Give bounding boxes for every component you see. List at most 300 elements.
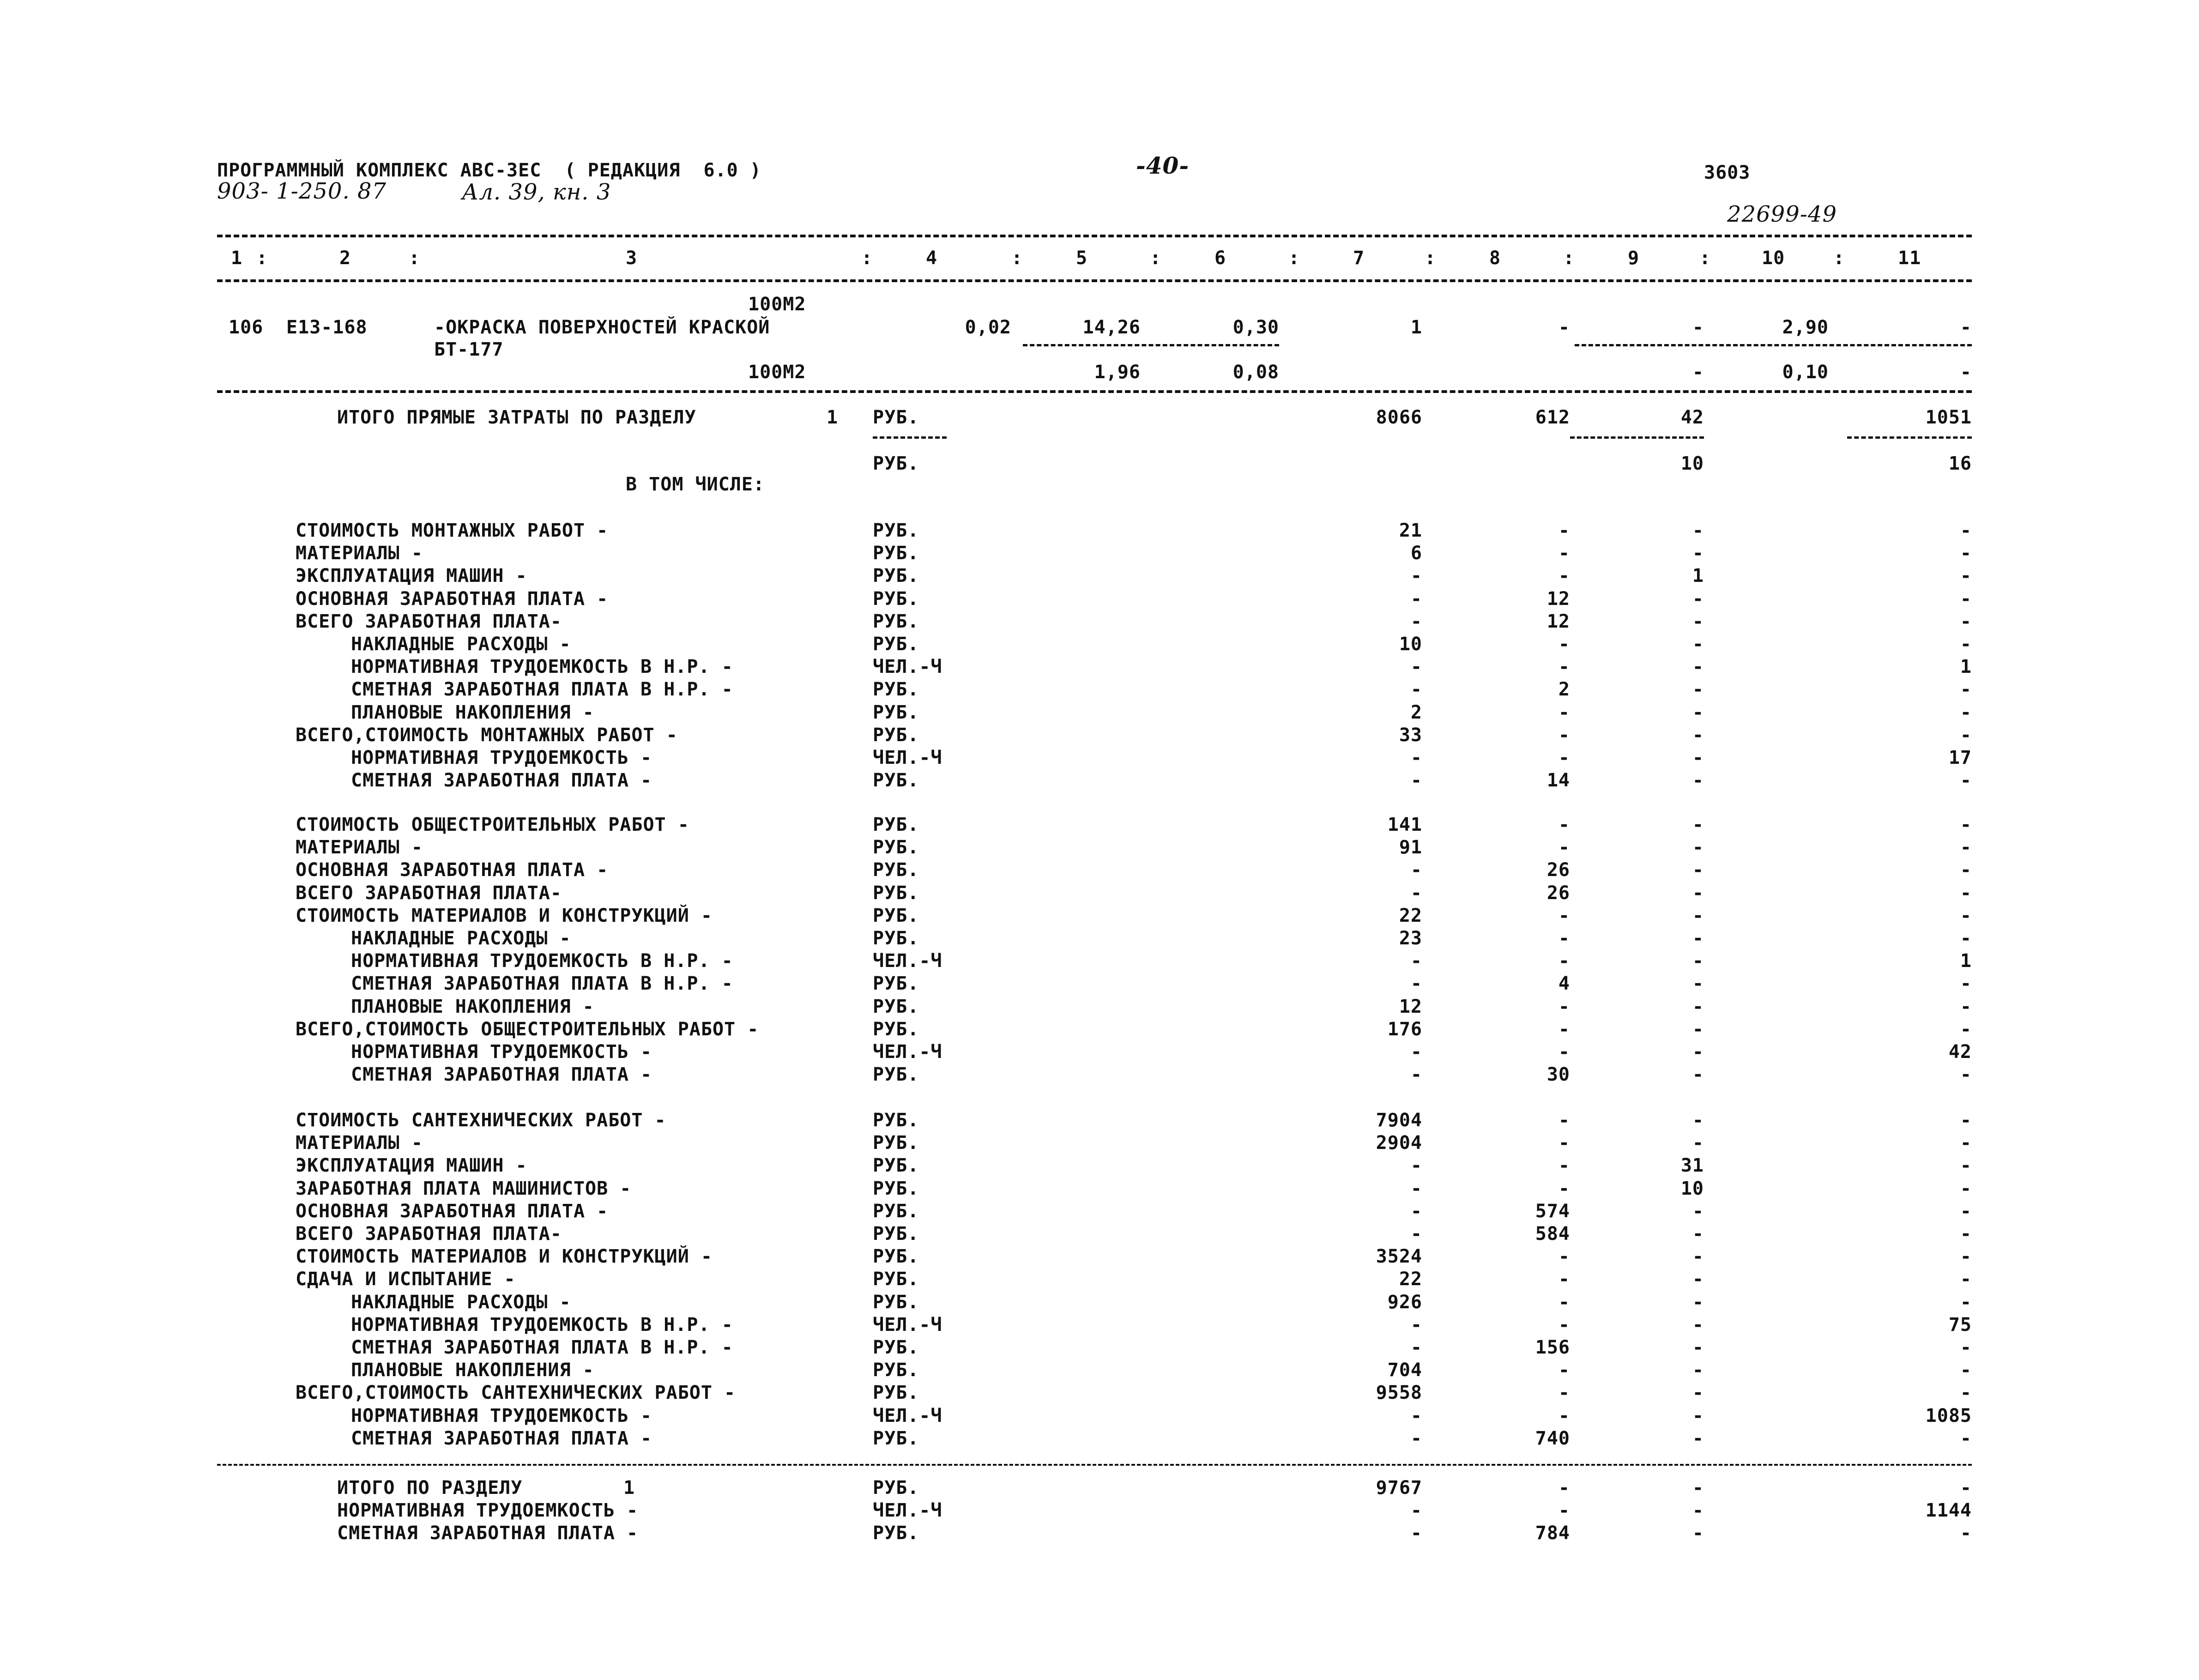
unit: РУБ. <box>873 1382 919 1404</box>
value-c7: 23 <box>1399 928 1422 949</box>
value-c7: - <box>1410 1314 1422 1336</box>
unit: РУБ. <box>873 882 919 904</box>
position-c10: 0,10 <box>1782 362 1829 383</box>
value-c8: - <box>1558 747 1570 768</box>
section-number: 1 <box>623 1477 635 1499</box>
value-c7: - <box>1410 1427 1422 1449</box>
row-label: ВСЕГО ЗАРАБОТНАЯ ПЛАТА- <box>296 1223 562 1245</box>
row-label: ИТОГО ПО РАЗДЕЛУ <box>337 1477 523 1499</box>
value-c7: 176 <box>1387 1018 1422 1040</box>
value-c11: - <box>1960 520 1972 541</box>
value-c7: 6 <box>1410 543 1422 564</box>
value-c11: - <box>1960 724 1972 746</box>
row-label: ВСЕГО,СТОИМОСТЬ ОБЩЕСТРОИТЕЛЬНЫХ РАБОТ - <box>296 1018 759 1040</box>
value-c7: 33 <box>1399 724 1422 746</box>
value-c11: - <box>1960 701 1972 723</box>
value-c11: - <box>1960 905 1972 926</box>
rule <box>217 235 1972 237</box>
unit: РУБ. <box>873 1064 919 1086</box>
value-c8: 784 <box>1535 1523 1570 1544</box>
value-c11: - <box>1960 770 1972 792</box>
value-c9: - <box>1692 1246 1704 1268</box>
value-c11: - <box>1960 1477 1972 1499</box>
column-number: 4 <box>926 248 938 269</box>
value-c8: - <box>1558 837 1570 858</box>
value-c7: 3524 <box>1376 1246 1422 1268</box>
value-c11: - <box>1960 1155 1972 1177</box>
value-c7: - <box>1410 1337 1422 1358</box>
value-c7: 2 <box>1410 701 1422 723</box>
position-name-continued: БТ-177 <box>434 339 504 360</box>
value-c8: - <box>1558 634 1570 655</box>
value-c7: 21 <box>1399 520 1422 541</box>
totals-direct-c11: 1051 <box>1925 407 1972 428</box>
value-c11: 1144 <box>1925 1500 1972 1522</box>
unit: РУБ. <box>873 1223 919 1245</box>
value-c8: - <box>1558 1269 1570 1290</box>
value-c9: 1 <box>1692 565 1704 587</box>
value-c8: - <box>1558 1246 1570 1268</box>
row-label: СТОИМОСТЬ МАТЕРИАЛОВ И КОНСТРУКЦИЙ - <box>296 905 713 926</box>
unit: РУБ. <box>873 1427 919 1449</box>
value-c8: 12 <box>1547 610 1570 632</box>
value-c11: - <box>1960 634 1972 655</box>
unit: РУБ. <box>873 1246 919 1268</box>
row-label: НОРМАТИВНАЯ ТРУДОЕМКОСТЬ - <box>351 747 652 768</box>
unit: РУБ. <box>873 1337 919 1358</box>
unit: РУБ. <box>873 1018 919 1040</box>
position-code: Е13-168 <box>286 317 368 338</box>
value-c7: 22 <box>1399 1269 1422 1290</box>
value-c9: - <box>1692 996 1704 1017</box>
row-label: ПЛАНОВЫЕ НАКОПЛЕНИЯ - <box>351 996 594 1017</box>
value-c7: - <box>1410 973 1422 995</box>
value-c9: 10 <box>1680 1178 1704 1199</box>
value-c9: - <box>1692 543 1704 564</box>
row-label: СМЕТНАЯ ЗАРАБОТНАЯ ПЛАТА В Н.Р. - <box>351 679 733 701</box>
value-c8: - <box>1558 520 1570 541</box>
value-c8: 26 <box>1547 882 1570 904</box>
value-c9: - <box>1692 1405 1704 1426</box>
value-c7: - <box>1410 1041 1422 1063</box>
value-c11: - <box>1960 565 1972 587</box>
value-c7: - <box>1410 882 1422 904</box>
row-label: НОРМАТИВНАЯ ТРУДОЕМКОСТЬ - <box>351 1405 652 1426</box>
value-c7: - <box>1410 1500 1422 1522</box>
unit: ЧЕЛ.-Ч <box>873 1405 942 1426</box>
value-c8: - <box>1558 543 1570 564</box>
value-c7: - <box>1410 610 1422 632</box>
value-c7: 2904 <box>1376 1132 1422 1154</box>
value-c11: 1085 <box>1925 1405 1972 1426</box>
column-number: 6 <box>1214 248 1226 269</box>
row-label: НОРМАТИВНАЯ ТРУДОЕМКОСТЬ В Н.Р. - <box>351 656 733 678</box>
value-c8: 740 <box>1535 1427 1570 1449</box>
value-c9: - <box>1692 1269 1704 1290</box>
value-c11: - <box>1960 1200 1972 1222</box>
value-c8: 30 <box>1547 1064 1570 1086</box>
row-label: ОСНОВНАЯ ЗАРАБОТНАЯ ПЛАТА - <box>296 588 609 610</box>
value-c11: - <box>1960 1337 1972 1358</box>
value-c7: - <box>1410 1178 1422 1199</box>
row-label: МАТЕРИАЛЫ - <box>296 543 423 564</box>
totals-direct-section: 1 <box>827 407 839 428</box>
value-c9: - <box>1692 882 1704 904</box>
row-label: ВСЕГО,СТОИМОСТЬ САНТЕХНИЧЕСКИХ РАБОТ - <box>296 1382 736 1404</box>
unit: РУБ. <box>873 1110 919 1131</box>
row-label: СМЕТНАЯ ЗАРАБОТНАЯ ПЛАТА - <box>351 1427 652 1449</box>
value-c11: - <box>1960 1064 1972 1086</box>
value-c11: - <box>1960 1223 1972 1245</box>
value-c9: - <box>1692 610 1704 632</box>
value-c7: 9767 <box>1376 1477 1422 1499</box>
value-c11: - <box>1960 1246 1972 1268</box>
position-quantity: 0,02 <box>965 317 1011 338</box>
value-c9: - <box>1692 1360 1704 1381</box>
position-c11: - <box>1960 362 1972 383</box>
value-c7: 704 <box>1387 1360 1422 1381</box>
value-c11: - <box>1960 928 1972 949</box>
unit: РУБ. <box>873 1269 919 1290</box>
value-c11: - <box>1960 882 1972 904</box>
rule <box>1575 344 1972 346</box>
value-c8: - <box>1558 1405 1570 1426</box>
value-c11: - <box>1960 973 1972 995</box>
value-c11: - <box>1960 588 1972 610</box>
including-heading: В ТОМ ЧИСЛЕ: <box>626 474 765 495</box>
unit: РУБ. <box>873 1178 919 1199</box>
sheet-number: 3603 <box>1704 162 1751 183</box>
column-number: 9 <box>1628 248 1640 269</box>
value-c9: - <box>1692 747 1704 768</box>
unit: РУБ. <box>873 770 919 792</box>
row-label: СМЕТНАЯ ЗАРАБОТНАЯ ПЛАТА В Н.Р. - <box>351 973 733 995</box>
value-c9: - <box>1692 905 1704 926</box>
value-c7: - <box>1410 747 1422 768</box>
value-c9: - <box>1692 1314 1704 1336</box>
position-c8: - <box>1558 317 1570 338</box>
unit: РУБ. <box>873 453 919 474</box>
value-c11: - <box>1960 1132 1972 1154</box>
value-c9: - <box>1692 679 1704 701</box>
value-c7: - <box>1410 1223 1422 1245</box>
row-label: НОРМАТИВНАЯ ТРУДОЕМКОСТЬ - <box>337 1500 639 1522</box>
value-c8: - <box>1558 701 1570 723</box>
unit: РУБ. <box>873 1200 919 1222</box>
unit: РУБ. <box>873 724 919 746</box>
unit: РУБ. <box>873 837 919 858</box>
value-c9: - <box>1692 1382 1704 1404</box>
row-label: ОСНОВНАЯ ЗАРАБОТНАЯ ПЛАТА - <box>296 859 609 881</box>
row-label: НОРМАТИВНАЯ ТРУДОЕМКОСТЬ В Н.Р. - <box>351 950 733 972</box>
value-c11: - <box>1960 1291 1972 1313</box>
position-c11: - <box>1960 317 1972 338</box>
value-c11: - <box>1960 996 1972 1017</box>
value-c9: - <box>1692 859 1704 881</box>
row-label: НАКЛАДНЫЕ РАСХОДЫ - <box>351 634 571 655</box>
value-c9: 31 <box>1680 1155 1704 1177</box>
value-c7: - <box>1410 859 1422 881</box>
value-c8: - <box>1558 814 1570 835</box>
value-c7: - <box>1410 565 1422 587</box>
value-c9: - <box>1692 1477 1704 1499</box>
row-label: ЭКСПЛУАТАЦИЯ МАШИН - <box>296 565 527 587</box>
unit: РУБ. <box>873 1360 919 1381</box>
row-label: ПЛАНОВЫЕ НАКОПЛЕНИЯ - <box>351 1360 594 1381</box>
value-c8: - <box>1558 996 1570 1017</box>
row-label: ПЛАНОВЫЕ НАКОПЛЕНИЯ - <box>351 701 594 723</box>
totals-direct-label: ИТОГО ПРЯМЫЕ ЗАТРАТЫ ПО РАЗДЕЛУ <box>337 407 696 428</box>
unit: РУБ. <box>873 1523 919 1544</box>
value-c9: - <box>1692 1523 1704 1544</box>
column-number: 3 <box>626 248 638 269</box>
unit: РУБ. <box>873 814 919 835</box>
position-c5: 1,96 <box>1094 362 1141 383</box>
row-label: ВСЕГО ЗАРАБОТНАЯ ПЛАТА- <box>296 882 562 904</box>
value-c8: - <box>1558 1360 1570 1381</box>
row-label: ВСЕГО,СТОИМОСТЬ МОНТАЖНЫХ РАБОТ - <box>296 724 678 746</box>
row-label: СМЕТНАЯ ЗАРАБОТНАЯ ПЛАТА - <box>351 770 652 792</box>
value-c8: - <box>1558 1178 1570 1199</box>
unit: РУБ. <box>873 679 919 701</box>
value-c8: 584 <box>1535 1223 1570 1245</box>
value-c7: - <box>1410 950 1422 972</box>
position-unit: 100М2 <box>748 362 806 383</box>
value-c11: 75 <box>1948 1314 1972 1336</box>
unit: РУБ. <box>873 973 919 995</box>
unit: РУБ. <box>873 1132 919 1154</box>
value-c11: 1 <box>1960 950 1972 972</box>
row-label: СТОИМОСТЬ МОНТАЖНЫХ РАБОТ - <box>296 520 609 541</box>
unit: РУБ. <box>873 1155 919 1177</box>
rule <box>1570 436 1704 439</box>
row-label: ОСНОВНАЯ ЗАРАБОТНАЯ ПЛАТА - <box>296 1200 609 1222</box>
value-c11: - <box>1960 679 1972 701</box>
rule <box>217 390 1972 393</box>
row-label: СМЕТНАЯ ЗАРАБОТНАЯ ПЛАТА В Н.Р. - <box>351 1337 733 1358</box>
row-label: НОРМАТИВНАЯ ТРУДОЕМКОСТЬ В Н.Р. - <box>351 1314 733 1336</box>
value-c9: - <box>1692 1064 1704 1086</box>
value-c9: - <box>1692 1110 1704 1131</box>
value-c9: - <box>1692 770 1704 792</box>
unit: ЧЕЛ.-Ч <box>873 1500 942 1522</box>
row-label: ЭКСПЛУАТАЦИЯ МАШИН - <box>296 1155 527 1177</box>
column-number: 2 <box>339 248 351 269</box>
rule <box>873 436 947 439</box>
row-label: СМЕТНАЯ ЗАРАБОТНАЯ ПЛАТА - <box>351 1064 652 1086</box>
totals-direct-c8: 612 <box>1535 407 1570 428</box>
value-c7: 7904 <box>1376 1110 1422 1131</box>
position-name: -ОКРАСКА ПОВЕРХНОСТЕЙ КРАСКОЙ <box>434 317 770 338</box>
value-c9: - <box>1692 1500 1704 1522</box>
value-c11: - <box>1960 1360 1972 1381</box>
value-c7: 22 <box>1399 905 1422 926</box>
value-c11: - <box>1960 1269 1972 1290</box>
position-c6: 0,30 <box>1232 317 1279 338</box>
value-c8: 4 <box>1558 973 1570 995</box>
unit: РУБ. <box>873 1291 919 1313</box>
value-c8: - <box>1558 905 1570 926</box>
value-c11: 1 <box>1960 656 1972 678</box>
value-c7: 9558 <box>1376 1382 1422 1404</box>
row-label: ЗАРАБОТНАЯ ПЛАТА МАШИНИСТОВ - <box>296 1178 632 1199</box>
unit: ЧЕЛ.-Ч <box>873 1314 942 1336</box>
value-c8: - <box>1558 656 1570 678</box>
unit: ЧЕЛ.-Ч <box>873 1041 942 1063</box>
value-c8: 2 <box>1558 679 1570 701</box>
position-unit: 100М2 <box>748 294 806 315</box>
value-c7: - <box>1410 1200 1422 1222</box>
archive-stamp-number: 22699-49 <box>1727 201 1837 227</box>
column-number: 8 <box>1489 248 1501 269</box>
value-c8: - <box>1558 1041 1570 1063</box>
totals-direct-c11: 16 <box>1948 453 1972 474</box>
rule <box>217 279 1972 282</box>
value-c9: - <box>1692 1337 1704 1358</box>
value-c8: - <box>1558 1291 1570 1313</box>
position-c7: 1 <box>1410 317 1422 338</box>
value-c8: - <box>1558 1018 1570 1040</box>
value-c7: 141 <box>1387 814 1422 835</box>
row-label: НОРМАТИВНАЯ ТРУДОЕМКОСТЬ - <box>351 1041 652 1063</box>
position-c6: 0,08 <box>1232 362 1279 383</box>
value-c7: - <box>1410 1405 1422 1426</box>
row-label: ВСЕГО ЗАРАБОТНАЯ ПЛАТА- <box>296 610 562 632</box>
rule <box>1023 344 1279 346</box>
unit: ЧЕЛ.-Ч <box>873 950 942 972</box>
value-c7: - <box>1410 656 1422 678</box>
value-c9: - <box>1692 837 1704 858</box>
value-c7: - <box>1410 770 1422 792</box>
unit: РУБ. <box>873 565 919 587</box>
estimate-sheet: ПРОГРАММНЫЙ КОМПЛЕКС АВС-3ЕС ( РЕДАКЦИЯ 6.0 ) 903- 1-250. 87 Ал. 39, кн. 3 -40- 3603 22699-49 1 2 3 4 5 6 7 8 9 10 11 : : : : : : : : : : 100М2 106 Е13-168 -ОКРАСКА ПОВЕРХНОСТЕЙ КРАСКОЙ БТ-177 0,02 14,26 0,30 1 - - 2,90 - 100М2 1,96 0,08 - 0,10 - ИТОГО ПРЯМЫЕ ЗАТРАТЫ ПО РАЗДЕЛУ 1 РУБ. 8066 612 42 1051 РУБ. 10 16 В ТОМ ЧИСЛЕ: СТОИМОСТЬ МОНТАЖНЫХ РАБОТ - РУБ. 21 - - - МАТЕРИАЛЫ - РУБ. 6 - - - ЭКСПЛУАТАЦИЯ МАШИН - РУБ. - - 1 - ОСНОВНАЯ ЗАРАБОТНАЯ ПЛАТА - РУБ. - 12 - - ВСЕГО ЗАРАБОТНАЯ ПЛАТА- РУБ. - 12 - - НАКЛАДНЫЕ РАСХОДЫ - РУБ. 10 - - - НОРМАТИВНАЯ ТРУДОЕМКОСТЬ В Н.Р. - ЧЕЛ.-Ч - - - 1 СМЕТНАЯ ЗАРАБОТНАЯ ПЛАТА В Н.Р. - РУБ. - 2 - - ПЛАНОВЫЕ НАКОПЛЕНИЯ - РУБ. 2 - - - ВСЕГО,СТОИМОСТЬ МОНТАЖНЫХ РАБОТ - РУБ. 33 - - - НОРМАТИВНАЯ ТРУДОЕМКОСТЬ - ЧЕЛ.-Ч - - - 17 СМЕТНАЯ ЗАРАБОТНАЯ ПЛАТА - РУБ. - 14 - - СТОИМОСТЬ ОБЩЕСТРОИТЕЛЬНЫХ РАБОТ - РУБ. 141 - - - МАТЕРИАЛЫ - РУБ. 91 - - - ОСНОВНАЯ ЗАРАБОТНАЯ ПЛАТА - РУБ. - 26 - - ВСЕГО ЗАРАБОТНАЯ ПЛАТА- РУБ. - 26 - - СТОИМОСТЬ МАТЕРИАЛОВ И КОНСТРУКЦИЙ - РУБ. 22 - - - НАКЛАДНЫЕ РАСХОДЫ - РУБ. 23 - - - НОРМАТИВНАЯ ТРУДОЕМКОСТЬ В Н.Р. - ЧЕЛ.-Ч - - - 1 СМЕТНАЯ ЗАРАБОТНАЯ ПЛАТА В Н.Р. - РУБ. - 4 - - ПЛАНОВЫЕ НАКОПЛЕНИЯ - РУБ. 12 - - - ВСЕГО,СТОИМОСТЬ ОБЩЕСТРОИТЕЛЬНЫХ РАБОТ - РУБ. 176 - - - НОРМАТИВНАЯ ТРУДОЕМКОСТЬ - ЧЕЛ.-Ч - - - 42 СМЕТНАЯ ЗАРАБОТНАЯ ПЛАТА - РУБ. - 30 - - СТОИМОСТЬ САНТЕХНИЧЕСКИХ РАБОТ - РУБ. 7904 - - - МАТЕРИАЛЫ - РУБ. 2904 - - - ЭКСПЛУАТАЦИЯ МАШИН - РУБ. - - 31 - ЗАРАБОТНАЯ ПЛАТА МАШИНИСТОВ - РУБ. - - 10 - ОСНОВНАЯ ЗАРАБОТНАЯ ПЛАТА - РУБ. - 574 - - ВСЕГО ЗАРАБОТНАЯ ПЛАТА- РУБ. - 584 - - СТОИМОСТЬ МАТЕРИАЛОВ И КОНСТРУКЦИЙ - РУБ. 3524 - - - СДАЧА И ИСПЫТАНИЕ - РУБ. 22 - - - НАКЛАДНЫЕ РАСХОДЫ - РУБ. 926 - - - НОРМАТИВНАЯ ТРУДОЕМКОСТЬ В Н.Р. - ЧЕЛ.-Ч - - - 75 СМЕТНАЯ ЗАРАБОТНАЯ ПЛАТА В Н.Р. - РУБ. - 156 - - ПЛАНОВЫЕ НАКОПЛЕНИЯ - РУБ. 704 - - - ВСЕГО,СТОИМОСТЬ САНТЕХНИЧЕСКИХ РАБОТ - РУБ. 9558 - - - НОРМАТИВНАЯ ТРУДОЕМКОСТЬ - ЧЕЛ.-Ч - - - 1085 СМЕТНАЯ ЗАРАБОТНАЯ ПЛАТА - РУБ. - 740 - - ИТОГО ПО РАЗДЕЛУ 1 РУБ. 9767 - - - НОРМАТИВНАЯ ТРУДОЕМКОСТЬ - ЧЕЛ.-Ч - - - 1144 СМЕТНАЯ ЗАРАБОТНАЯ ПЛАТА - РУБ. - 784 - - <box>217 152 1972 1544</box>
value-c11: - <box>1960 1523 1972 1544</box>
value-c8: - <box>1558 1314 1570 1336</box>
value-c9: - <box>1692 656 1704 678</box>
unit: ЧЕЛ.-Ч <box>873 747 942 768</box>
value-c11: 17 <box>1948 747 1972 768</box>
position-c9: - <box>1692 317 1704 338</box>
totals-direct-c9: 42 <box>1680 407 1704 428</box>
value-c11: - <box>1960 859 1972 881</box>
unit: РУБ. <box>873 905 919 926</box>
value-c8: - <box>1558 1132 1570 1154</box>
value-c9: - <box>1692 1041 1704 1063</box>
value-c9: - <box>1692 928 1704 949</box>
value-c7: - <box>1410 1523 1422 1544</box>
row-label: СТОИМОСТЬ САНТЕХНИЧЕСКИХ РАБОТ - <box>296 1110 666 1131</box>
unit: РУБ. <box>873 928 919 949</box>
totals-direct-c7: 8066 <box>1376 407 1422 428</box>
unit: РУБ. <box>873 610 919 632</box>
row-label: НАКЛАДНЫЕ РАСХОДЫ - <box>351 928 571 949</box>
value-c8: - <box>1558 1477 1570 1499</box>
column-number: 11 <box>1898 248 1921 269</box>
value-c7: 12 <box>1399 996 1422 1017</box>
unit: РУБ. <box>873 407 919 428</box>
value-c11: - <box>1960 610 1972 632</box>
unit: РУБ. <box>873 543 919 564</box>
row-label: НАКЛАДНЫЕ РАСХОДЫ - <box>351 1291 571 1313</box>
value-c11: - <box>1960 543 1972 564</box>
unit: РУБ. <box>873 1477 919 1499</box>
value-c8: 26 <box>1547 859 1570 881</box>
value-c9: - <box>1692 1223 1704 1245</box>
column-number: 5 <box>1076 248 1088 269</box>
unit: РУБ. <box>873 634 919 655</box>
row-label: МАТЕРИАЛЫ - <box>296 1132 423 1154</box>
value-c8: 156 <box>1535 1337 1570 1358</box>
value-c7: - <box>1410 1155 1422 1177</box>
value-c11: - <box>1960 1018 1972 1040</box>
value-c9: - <box>1692 1291 1704 1313</box>
rule <box>1847 436 1972 439</box>
value-c8: 574 <box>1535 1200 1570 1222</box>
value-c7: 91 <box>1399 837 1422 858</box>
unit: РУБ. <box>873 588 919 610</box>
value-c9: - <box>1692 973 1704 995</box>
unit: РУБ. <box>873 859 919 881</box>
value-c7: - <box>1410 588 1422 610</box>
column-number: 10 <box>1762 248 1785 269</box>
value-c11: - <box>1960 814 1972 835</box>
unit: ЧЕЛ.-Ч <box>873 656 942 678</box>
value-c9: - <box>1692 1132 1704 1154</box>
value-c9: - <box>1692 724 1704 746</box>
value-c8: - <box>1558 1110 1570 1131</box>
value-c11: - <box>1960 1110 1972 1131</box>
value-c8: - <box>1558 950 1570 972</box>
position-c10: 2,90 <box>1782 317 1829 338</box>
value-c8: 14 <box>1547 770 1570 792</box>
position-number: 106 <box>229 317 264 338</box>
row-label: МАТЕРИАЛЫ - <box>296 837 423 858</box>
unit: РУБ. <box>873 701 919 723</box>
value-c11: - <box>1960 1382 1972 1404</box>
value-c9: - <box>1692 1200 1704 1222</box>
value-c11: - <box>1960 837 1972 858</box>
value-c9: - <box>1692 1018 1704 1040</box>
row-label: СДАЧА И ИСПЫТАНИЕ - <box>296 1269 516 1290</box>
value-c9: - <box>1692 950 1704 972</box>
unit: РУБ. <box>873 520 919 541</box>
position-c5: 14,26 <box>1082 317 1141 338</box>
value-c8: - <box>1558 724 1570 746</box>
row-label: СТОИМОСТЬ ОБЩЕСТРОИТЕЛЬНЫХ РАБОТ - <box>296 814 689 835</box>
program-title: ПРОГРАММНЫЙ КОМПЛЕКС АВС-3ЕС ( РЕДАКЦИЯ 6.0 ) <box>217 160 761 181</box>
value-c8: - <box>1558 1500 1570 1522</box>
rule <box>217 1464 1972 1466</box>
value-c7: - <box>1410 1064 1422 1086</box>
value-c8: - <box>1558 565 1570 587</box>
value-c9: - <box>1692 588 1704 610</box>
value-c9: - <box>1692 520 1704 541</box>
value-c11: - <box>1960 1178 1972 1199</box>
value-c11: 42 <box>1948 1041 1972 1063</box>
value-c9: - <box>1692 1427 1704 1449</box>
row-label: СМЕТНАЯ ЗАРАБОТНАЯ ПЛАТА - <box>337 1523 639 1544</box>
document-code: 903- 1-250. 87 <box>217 178 387 204</box>
value-c9: - <box>1692 701 1704 723</box>
value-c7: 10 <box>1399 634 1422 655</box>
totals-direct-c9: 10 <box>1680 453 1704 474</box>
row-label: СТОИМОСТЬ МАТЕРИАЛОВ И КОНСТРУКЦИЙ - <box>296 1246 713 1268</box>
unit: РУБ. <box>873 996 919 1017</box>
column-number: 7 <box>1353 248 1365 269</box>
value-c8: 12 <box>1547 588 1570 610</box>
value-c8: - <box>1558 1155 1570 1177</box>
position-c9: - <box>1692 362 1704 383</box>
